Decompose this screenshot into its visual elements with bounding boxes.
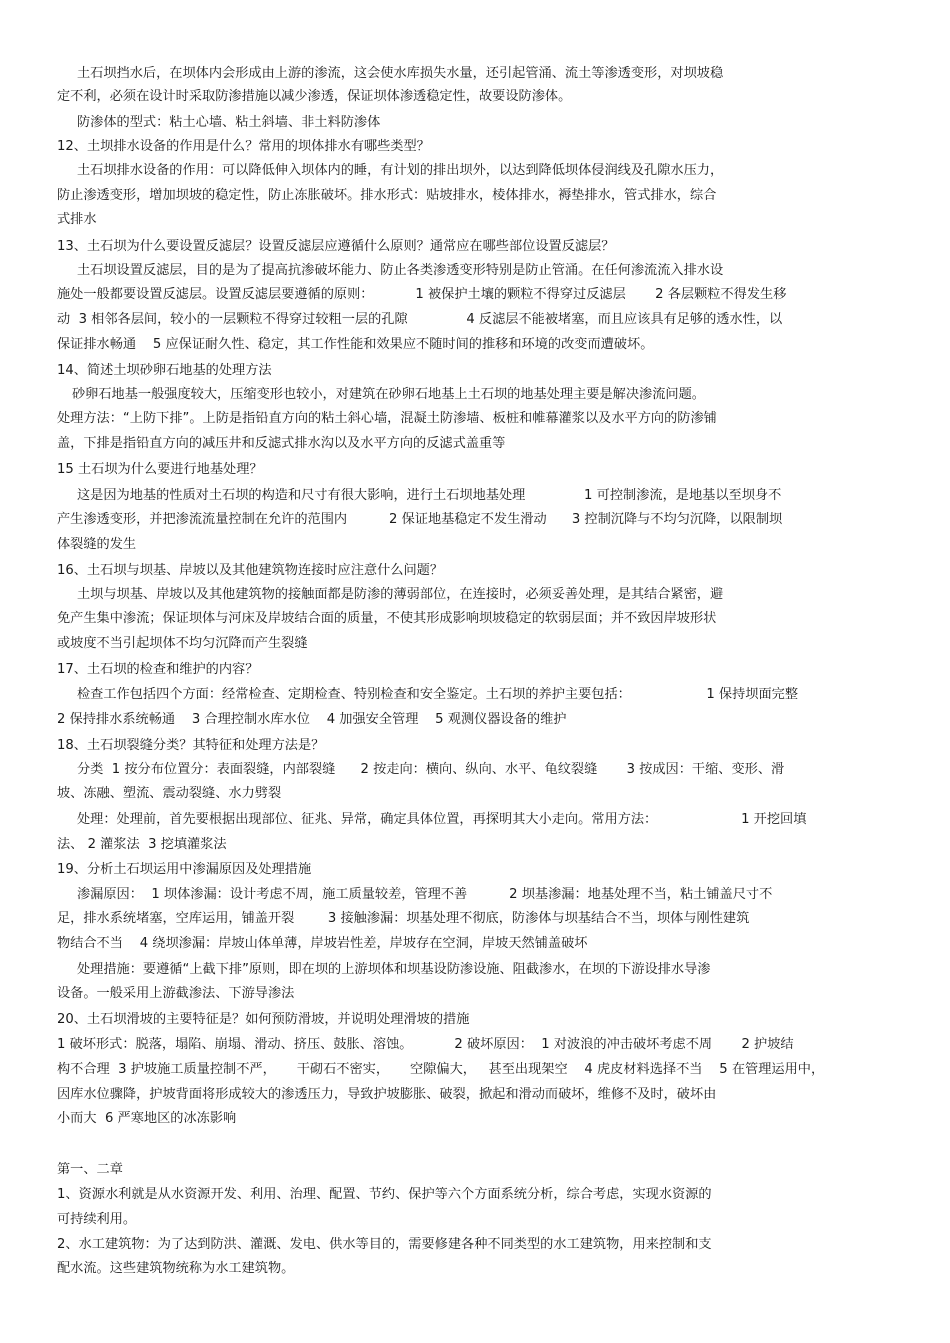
text-line: 产生渗透变形，并把渗流流量控制在允许的范围内 2 保证地基稳定不发生滑动 3 控制沉降与不均匀沉降，以限制坝: [57, 512, 783, 527]
text-line: 检查工作包括四个方面：经常检查、定期检查、特别检查和安全鉴定。土石坝的养护主要包括： 1 保持坝面完整: [77, 687, 799, 702]
text-line: 小而大 6 严寒地区的冰冻影响: [57, 1111, 237, 1126]
text-line: 足，排水系统堵塞，空库运用，铺盖开裂 3 接触渗漏：坝基处理不彻底，防渗体与坝基结合不当，坝体与刚性建筑: [57, 911, 750, 926]
section-heading: 13、土石坝为什么要设置反滤层？设置反滤层应遵循什么原则？通常应在哪些部位设置反滤层？: [57, 239, 615, 254]
section-heading: 17、土石坝的检查和维护的内容？: [57, 662, 259, 677]
section-heading: 20、土石坝滑坡的主要特征是？如何预防滑坡，并说明处理滑坡的措施: [57, 1012, 470, 1027]
text-line: 定不利，必须在设计时采取防渗措施以减少渗透，保证坝体渗透稳定性，故要设防渗体。: [57, 89, 572, 104]
text-line: 这是因为地基的性质对土石坝的构造和尺寸有很大影响，进行土石坝地基处理 1 可控制渗流，是地基以至坝身不: [77, 488, 782, 503]
text-line: 保证排水畅通 5 应保证耐久性、稳定，其工作性能和效果应不随时间的推移和环境的改变而遭破坏。: [57, 337, 654, 352]
text-line: 处理：处理前，首先要根据出现部位、征兆、异常，确定具体位置，再探明其大小走向。常用方法： 1 开挖回填: [77, 812, 807, 827]
text-line: 构不合理 3 护坡施工质量控制不严， 干砌石不密实， 空隙偏大， 甚至出现架空 4 虎皮材料选择不当 5 在管理运用中，: [57, 1062, 825, 1077]
text-line: 土石坝挡水后，在坝体内会形成由上游的渗流，这会使水库损失水量，还引起管涌、流土等渗透变形，对坝坡稳: [77, 66, 724, 81]
text-line: 可持续利用。: [57, 1212, 137, 1227]
text-line: 2 保持排水系统畅通 3 合理控制水库水位 4 加强安全管理 5 观测仪器设备的维护: [57, 712, 567, 727]
text-line: 处理措施：要遵循“上截下排”原则，即在坝的上游坝体和坝基设防渗设施、阻截渗水，在坝的下游设排水导渗: [77, 962, 711, 977]
text-line: 土石坝排水设备的作用：可以降低伸入坝体内的睡，有计划的排出坝外，以达到降低坝体侵润线及孔隙水压力，: [77, 163, 724, 178]
text-line: 设备。一般采用上游截渗法、下游导渗法: [57, 986, 295, 1001]
text-line: 法、 2 灌浆法 3 挖填灌浆法: [57, 837, 227, 852]
section-heading: 14、简述土坝砂卵石地基的处理方法: [57, 363, 272, 378]
text-line: 土坝与坝基、岸坡以及其他建筑物的接触面都是防渗的薄弱部位，在连接时，必须妥善处理，是其结合紧密，避: [77, 587, 724, 602]
text-line: 配水流。这些建筑物统称为水工建筑物。: [57, 1261, 295, 1276]
text-line: 坡、冻融、塑流、震动裂缝、水力劈裂: [57, 786, 282, 801]
text-line: 施处一般都要设置反滤层。设置反滤层要遵循的原则： 1 被保护土壤的颗粒不得穿过反滤层 2 各层颗粒不得发生移: [57, 287, 787, 302]
chapter-heading: 第一、二章: [57, 1162, 123, 1177]
section-heading: 16、土石坝与坝基、岸坡以及其他建筑物连接时应注意什么问题？: [57, 563, 444, 578]
text-line: 免产生集中渗流；保证坝体与河床及岸坡结合面的质量，不使其形成影响坝坡稳定的软弱层面；并不致因岸坡形状: [57, 611, 717, 626]
text-line: 式排水: [57, 212, 97, 227]
text-line: 处理方法：“上防下排”。上防是指铅直方向的粘土斜心墙，混凝土防渗墙、板桩和帷幕灌浆以及水平方向的防渗铺: [57, 411, 717, 426]
section-heading: 15 土石坝为什么要进行地基处理？: [57, 462, 263, 477]
text-line: 分类 1 按分布位置分：表面裂缝，内部裂缝 2 按走向：横向、纵向、水平、龟纹裂缝 3 按成因：干缩、变形、滑: [77, 762, 785, 777]
text-line: 2、水工建筑物：为了达到防洪、灌溉、发电、供水等目的，需要修建各种不同类型的水工建筑物，用来控制和支: [57, 1237, 712, 1252]
text-line: 防渗体的型式：粘土心墙、粘土斜墙、非土料防渗体: [77, 115, 381, 130]
text-line: 盖，下排是指铅直方向的减压井和反滤式排水沟以及水平方向的反滤式盖重等: [57, 436, 506, 451]
text-line: 防止渗透变形，增加坝坡的稳定性，防止冻胀破坏。排水形式：贴坡排水，棱体排水，褥垫排水，管式排水，综合: [57, 188, 717, 203]
text-line: 土石坝设置反滤层，目的是为了提高抗渗破坏能力、防止各类渗透变形特别是防止管涌。在任何渗流流入排水设: [77, 263, 724, 278]
text-line: 或坡度不当引起坝体不均匀沉降而产生裂缝: [57, 636, 308, 651]
section-heading: 18、土石坝裂缝分类？其特征和处理方法是？: [57, 738, 325, 753]
text-line: 动 3 相邻各层间，较小的一层颗粒不得穿过较粗一层的孔隙 4 反滤层不能被堵塞，而且应该具有足够的透水性，以: [57, 312, 783, 327]
text-line: 渗漏原因： 1 坝体渗漏：设计考虑不周，施工质量较差，管理不善 2 坝基渗漏：地基处理不当，粘土铺盖尺寸不: [77, 887, 773, 902]
text-line: 因库水位骤降，护坡背面将形成较大的渗透压力，导致护坡膨胀、破裂，掀起和滑动而破坏，维修不及时，破坏由: [57, 1087, 717, 1102]
section-heading: 12、土坝排水设备的作用是什么？常用的坝体排水有哪些类型？: [57, 139, 430, 154]
text-line: 体裂缝的发生: [57, 537, 137, 552]
text-line: 1 破坏形式：脱落，塌陷、崩塌、滑动、挤压、鼓胀、溶蚀。 2 破坏原因： 1 对波浪的冲击破坏考虑不周 2 护坡结: [57, 1037, 794, 1052]
section-heading: 19、分析土石坝运用中渗漏原因及处理措施: [57, 862, 312, 877]
text-line: 1、资源水利就是从水资源开发、利用、治理、配置、节约、保护等六个方面系统分析，综合考虑，实现水资源的: [57, 1187, 712, 1202]
text-line: 物结合不当 4 绕坝渗漏：岸坡山体单薄，岸坡岩性差，岸坡存在空洞，岸坡天然铺盖破坏: [57, 936, 588, 951]
text-line: 砂卵石地基一般强度较大，压缩变形也较小，对建筑在砂卵石地基上土石坝的地基处理主要是解决渗流问题。: [72, 387, 705, 402]
